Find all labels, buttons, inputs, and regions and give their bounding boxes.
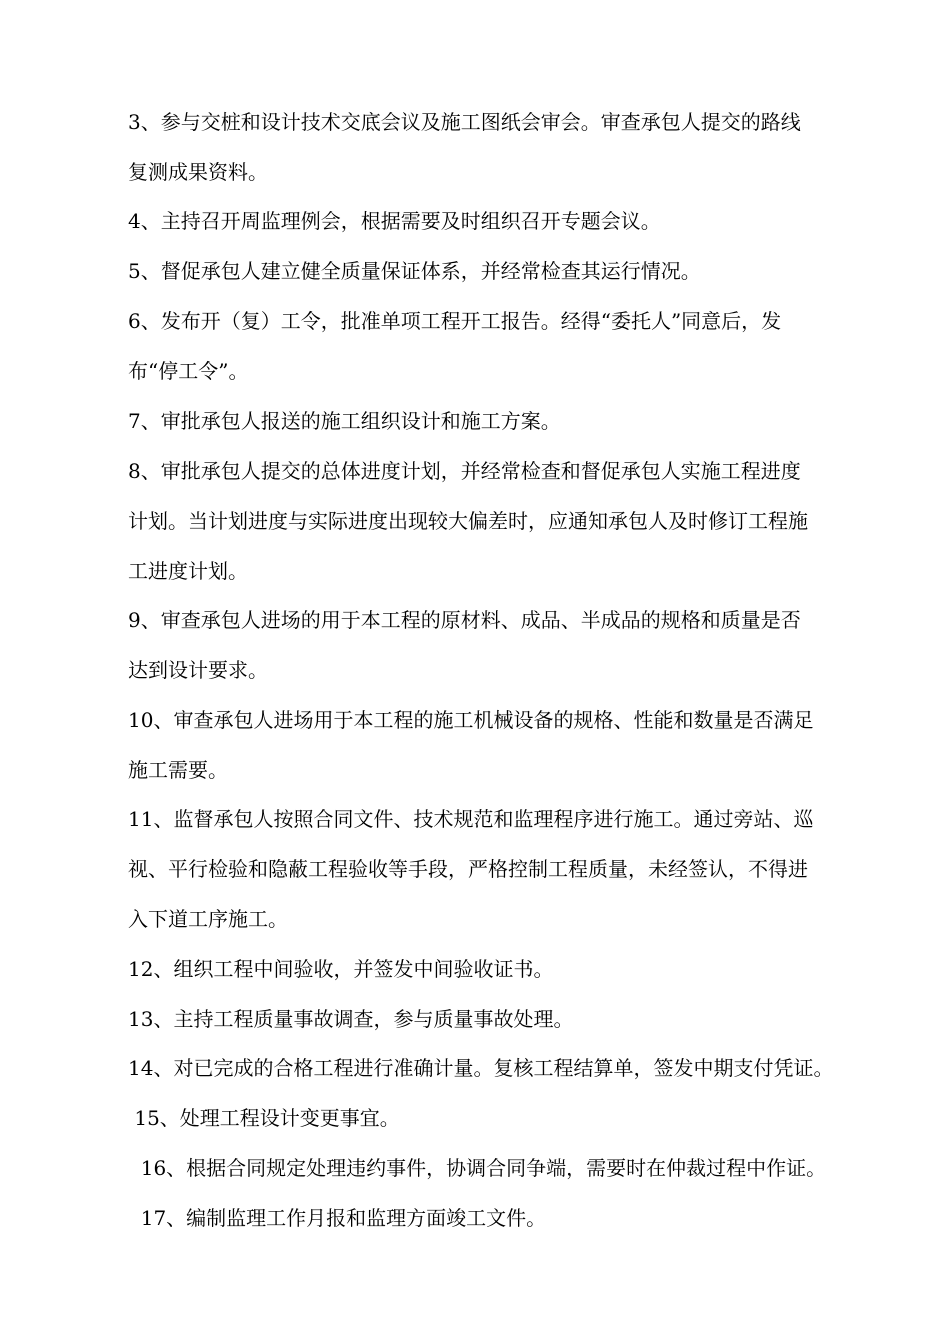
text-line: 4、主持召开周监理例会，根据需要及时组织召开专题会议。 xyxy=(128,209,661,233)
text-line: 13、主持工程质量事故调查，参与质量事故处理。 xyxy=(128,1007,574,1031)
text-line: 7、审批承包人报送的施工组织设计和施工方案。 xyxy=(128,409,561,433)
text-line: 14、对已完成的合格工程进行准确计量。复核工程结算单，签发中期支付凭证。 xyxy=(128,1056,834,1080)
text-line: 16、根据合同规定处理违约事件，协调合同争端，需要时在仲裁过程中作证。 xyxy=(128,1156,827,1180)
text-line: 11、监督承包人按照合同文件、技术规范和监理程序进行施工。通过旁站、巡 xyxy=(128,807,814,831)
text-line: 计划。当计划进度与实际进度出现较大偏差时，应通知承包人及时修订工程施 xyxy=(128,509,808,533)
text-line: 布“停工令”。 xyxy=(128,359,249,383)
text-line: 达到设计要求。 xyxy=(128,658,268,682)
text-line: 10、审查承包人进场用于本工程的施工机械设备的规格、性能和数量是否满足 xyxy=(128,708,814,732)
text-line: 3、参与交桩和设计技术交底会议及施工图纸会审会。审查承包人提交的路线 xyxy=(128,110,801,134)
text-line: 施工需要。 xyxy=(128,758,228,782)
text-line: 入下道工序施工。 xyxy=(128,907,288,931)
text-line: 17、编制监理工作月报和监理方面竣工文件。 xyxy=(128,1206,547,1230)
text-line: 6、发布开（复）工令，批准单项工程开工报告。经得“委托人”同意后，发 xyxy=(128,309,782,333)
text-line: 12、组织工程中间验收，并签发中间验收证书。 xyxy=(128,957,554,981)
text-line: 复测成果资料。 xyxy=(128,160,268,184)
text-line: 工进度计划。 xyxy=(128,559,248,583)
text-line: 9、审查承包人进场的用于本工程的原材料、成品、半成品的规格和质量是否 xyxy=(128,608,801,632)
text-line: 15、处理工程设计变更事宜。 xyxy=(128,1106,400,1130)
text-line: 视、平行检验和隐蔽工程验收等手段，严格控制工程质量，未经签认，不得进 xyxy=(128,857,808,881)
text-line: 5、督促承包人建立健全质量保证体系，并经常检查其运行情况。 xyxy=(128,259,701,283)
text-line: 8、审批承包人提交的总体进度计划，并经常检查和督促承包人实施工程进度 xyxy=(128,459,801,483)
